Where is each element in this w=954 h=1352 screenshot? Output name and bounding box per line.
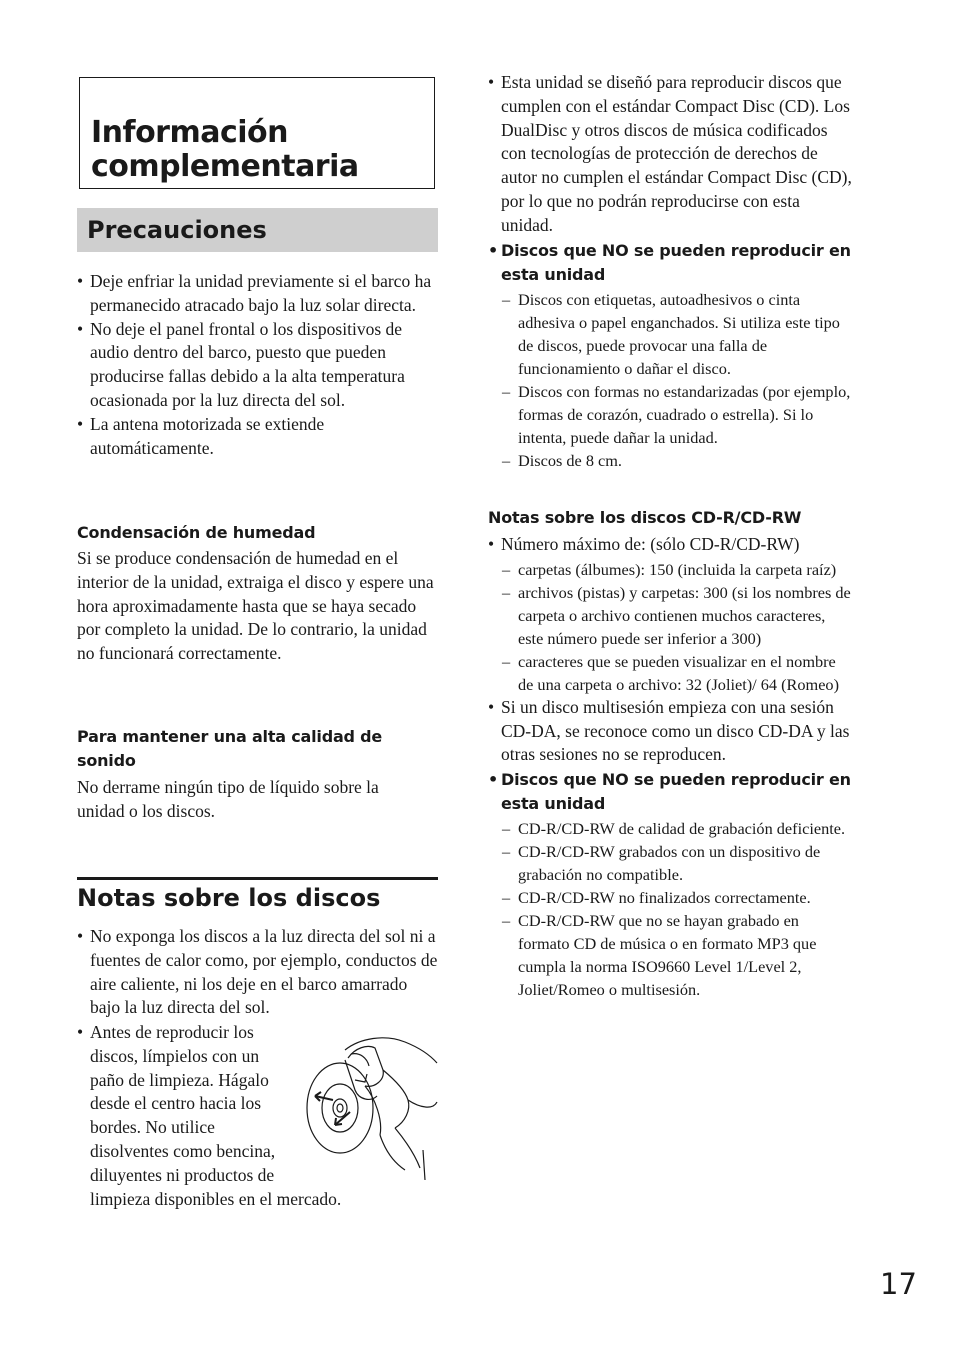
list-item: – CD-R/CD-RW que no se hayan grabado en formato CD de música o en formato MP3 que cumpla la norma ISO9660 Level 1/Level 2, Joliet/Romeo o multisesión. <box>488 909 853 1001</box>
list-item: • No deje el panel frontal o los dispositivos de audio dentro del barco, puesto que pueden producirse fallas debido a la alta temperatura ocasionada por la luz directa del sol. <box>77 318 439 413</box>
list-item-line: paño de limpieza. Hágalo <box>90 1069 269 1090</box>
paragraph-calidad: No derrame ningún tipo de líquido sobre la unidad o los discos. <box>77 777 379 821</box>
paragraph-humedad: Si se produce condensación de humedad en el interior de la unidad, extraiga el disco y espere una hora aproximadamente hasta que se haya secado por completo la unidad. De lo contrario, la unidad no funcionará correctamente. <box>77 548 434 664</box>
list-item-line: diluyentes ni productos de <box>90 1164 275 1185</box>
list-item: – CD-R/CD-RW no finalizados correctamente. <box>488 886 853 909</box>
list-item: – CD-R/CD-RW grabados con un dispositivo de grabación no compatible. <box>488 840 853 886</box>
precauciones-list <box>77 270 439 460</box>
main-title-box <box>79 77 435 189</box>
list-item: • Deje enfriar la unidad previamente si el barco ha permanecido atracado bajo la luz solar directa. <box>77 270 439 318</box>
list-item: • Si un disco multisesión empieza con una sesión CD-DA, se reconoce como un disco CD-DA y las otras sesiones no se reproducen. <box>488 696 853 767</box>
list-item: • La antena motorizada se extiende automáticamente. <box>77 413 439 461</box>
list-item-line: desde el centro hacia los <box>90 1093 262 1114</box>
list-item-heading: • Discos que NO se pueden reproducir en esta unidad <box>488 768 853 816</box>
list-item-line: discos, límpielos con un <box>90 1045 260 1066</box>
list-item: – caracteres que se pueden visualizar en el nombre de una carpeta o archivo: 32 (Joliet)/ 64 (Romeo) <box>488 650 853 696</box>
section-title-precauciones: Precauciones <box>87 216 267 244</box>
section-title-notas-discos: Notas sobre los discos <box>77 884 381 912</box>
list-item-line: disolventes como bencina, <box>90 1140 276 1161</box>
right-column-top <box>488 71 853 472</box>
list-item: – Discos con formas no estandarizadas (por ejemplo, formas de corazón, cuadrado o estrella). Si lo intenta, puede dañar la unidad. <box>488 380 853 449</box>
list-item-line: bordes. No utilice <box>90 1117 215 1138</box>
cdr-section <box>488 506 853 1001</box>
subheading-cdr: Notas sobre los discos CD-R/CD-RW <box>488 508 802 527</box>
page-number: 17 <box>880 1267 917 1301</box>
list-item: • No exponga los discos a la luz directa del sol ni a fuentes de calor como, por ejemplo, conductos de aire caliente, ni los deje en el barco amarrado bajo la luz directa del sol. <box>77 925 439 1020</box>
list-item: • Esta unidad se diseñó para reproducir discos que cumplen con el estándar Compact Disc (CD). Los DualDisc y otros discos de música codificados con tecnologías de protección de derechos de autor no cumplen el estándar Compact Disc (CD), por lo que no podrán reproducirse con esta unidad. <box>488 71 853 238</box>
list-item: – archivos (pistas) y carpetas: 300 (si los nombres de carpeta o archivo contienen muchos caracteres, este número puede ser inferior a 300) <box>488 581 853 650</box>
humedad-section <box>77 521 439 666</box>
page-title: Información complementaria <box>91 115 359 184</box>
list-item: – CD-R/CD-RW de calidad de grabación deficiente. <box>488 817 853 840</box>
calidad-section <box>77 725 417 824</box>
list-item: • Antes de reproducir los <box>77 1022 254 1042</box>
list-item-line: limpieza disponibles en el mercado. <box>90 1188 342 1209</box>
list-item: – Discos de 8 cm. <box>488 449 853 472</box>
section-header-precauciones <box>77 208 438 252</box>
notas-discos-list <box>77 925 439 1020</box>
subheading-calidad: Para mantener una alta calidad de sonido <box>77 727 383 770</box>
list-item: • Número máximo de: (sólo CD-R/CD-RW) <box>488 533 853 557</box>
list-item: – Discos con etiquetas, autoadhesivos o cinta adhesiva o papel enganchados. Si utiliza este tipo de discos, puede provocar una falla de funcionamiento o dañar el disco. <box>488 288 853 380</box>
subheading-humedad: Condensación de humedad <box>77 523 316 542</box>
disc-cleaning-icon <box>305 1030 440 1180</box>
list-item: – carpetas (álbumes): 150 (incluida la carpeta raíz) <box>488 558 853 581</box>
section-divider <box>77 877 438 880</box>
list-item-heading: • Discos que NO se pueden reproducir en esta unidad <box>488 239 853 287</box>
